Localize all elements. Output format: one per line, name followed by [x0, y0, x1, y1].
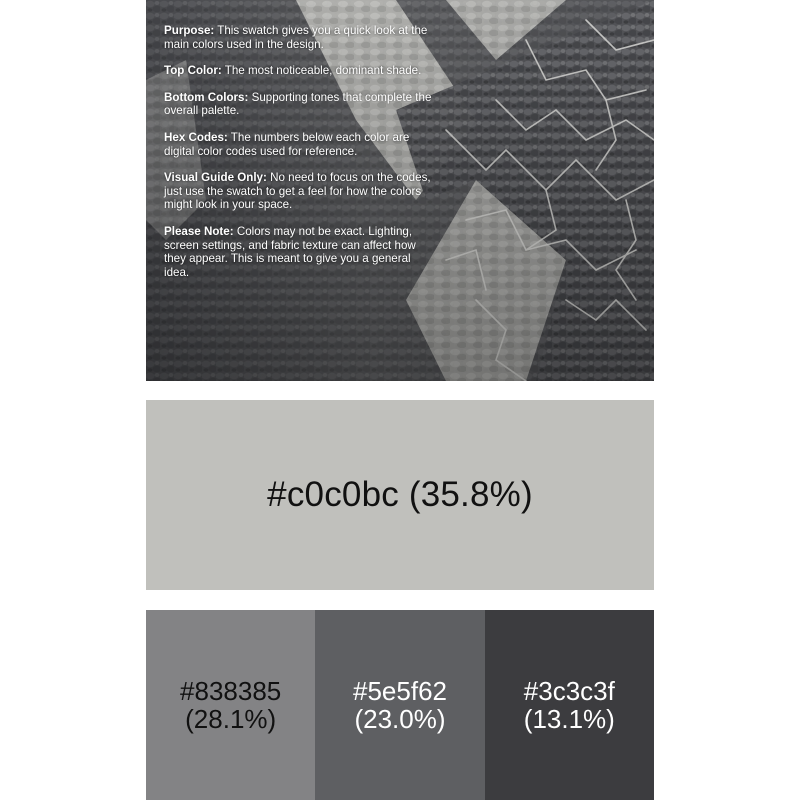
note-purpose: Purpose: This swatch gives you a quick look at the main colors used in the design. [164, 24, 428, 51]
swatch-percentage: (28.1%) [185, 704, 277, 734]
note-top-color: Top Color: The most noticeable, dominant shade. [164, 64, 422, 78]
supporting-color-swatch-3 [485, 610, 654, 800]
note-please-note: Please Note: Colors may not be exact. Lighting, screen settings, and fabric texture can affect how they appear. This is meant to give you a general idea. [164, 224, 416, 279]
rug-texture-image [146, 0, 654, 381]
supporting-colors-row [146, 610, 654, 800]
swatch-percentage: (23.0%) [354, 704, 446, 734]
supporting-color-swatch-2 [315, 610, 484, 800]
note-bottom-colors: Bottom Colors: Supporting tones that complete the overall palette. [164, 90, 432, 118]
supporting-color-swatch-1 [146, 610, 315, 800]
swatch-percentage: (13.1%) [523, 704, 615, 734]
note-hex-codes: Hex Codes: The numbers below each color are digital color codes used for reference. [164, 130, 410, 158]
swatch-hex: #5e5f62 [353, 676, 447, 706]
swatch-notes [164, 24, 434, 292]
dominant-color-label: #c0c0bc (35.8%) [267, 475, 533, 514]
note-visual-guide: Visual Guide Only: No need to focus on the codes, just use the swatch to get a feel for how the colors might look in your space. [164, 171, 431, 212]
dominant-color-swatch [146, 400, 654, 590]
swatch-hex: #3c3c3f [523, 676, 615, 706]
swatch-hex: #838385 [180, 676, 282, 706]
